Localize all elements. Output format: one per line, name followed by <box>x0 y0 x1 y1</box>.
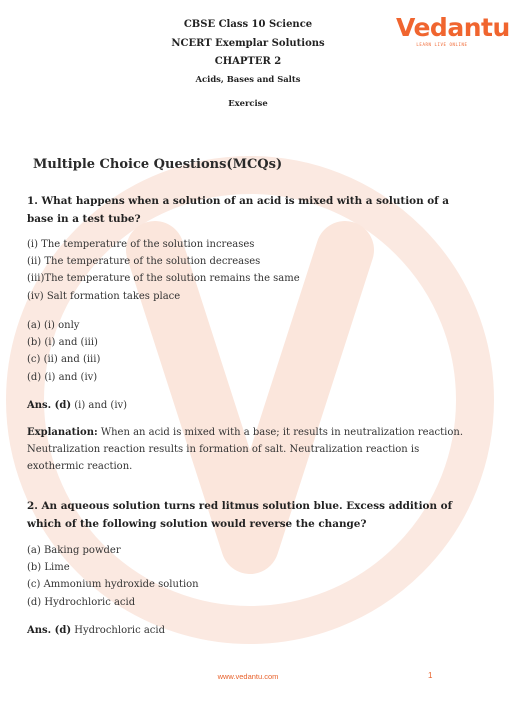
question-1 <box>27 192 479 228</box>
option-item: (a) (i) only <box>27 320 80 331</box>
footer-link[interactable]: www.vedantu.com <box>217 672 279 681</box>
option-item: (a) Baking powder <box>27 545 121 556</box>
explanation-label: Explanation: <box>27 427 98 438</box>
header-class: CBSE Class 10 Science <box>183 19 313 30</box>
question-2 <box>27 497 479 533</box>
page-number: 1 <box>428 671 433 680</box>
statement-item: (iii)The temperature of the solution remains the same <box>27 273 300 285</box>
logo-wordmark: Vedantu <box>396 13 510 42</box>
question-text: 1. What happens when a solution of an acid is mixed with a solution of a base in a test tube? <box>27 195 450 225</box>
answer-1 <box>27 397 479 414</box>
section-title: Multiple Choice Questions(MCQs) <box>33 157 283 172</box>
question-1-options <box>27 317 479 386</box>
header-exercise: Exercise <box>228 98 268 108</box>
option-item: (b) (i) and (iii) <box>27 337 98 349</box>
header-chapter: CHAPTER 2 <box>214 56 282 67</box>
explanation-text: When an acid is mixed with a base; it results in neutralization reaction. Neutralization reaction results in formation of salt. Neutralization reaction is exothermic reaction. <box>27 427 464 473</box>
option-item: (b) Lime <box>27 562 70 574</box>
answer-text: Hydrochloric acid <box>71 625 166 636</box>
header-chapter-title: Acids, Bases and Salts <box>195 74 301 84</box>
answer-2 <box>27 622 479 639</box>
question-2-options <box>27 542 479 611</box>
statement-item: (ii) The temperature of the solution decreases <box>27 256 261 268</box>
answer-label: Ans. (d) <box>27 625 72 636</box>
statement-item: (i) The temperature of the solution increases <box>27 239 255 250</box>
explanation-1 <box>27 424 479 476</box>
answer-text: (i) and (iv) <box>71 400 128 411</box>
header-subject: NCERT Exemplar Solutions <box>171 38 325 49</box>
option-item: (c) (ii) and (iii) <box>27 354 101 366</box>
option-item: (d) Hydrochloric acid <box>27 596 136 608</box>
logo-tagline: LEARN LIVE ONLINE <box>416 42 468 47</box>
answer-label: Ans. (d) <box>27 400 72 411</box>
statement-item: (iv) Salt formation takes place <box>27 290 181 302</box>
question-1-statements <box>27 236 479 305</box>
question-text: 2. An aqueous solution turns red litmus solution blue. Excess addition of which of the following solution would reverse the change? <box>27 500 453 530</box>
option-item: (c) Ammonium hydroxide solution <box>27 579 199 591</box>
option-item: (d) (i) and (iv) <box>27 371 98 383</box>
